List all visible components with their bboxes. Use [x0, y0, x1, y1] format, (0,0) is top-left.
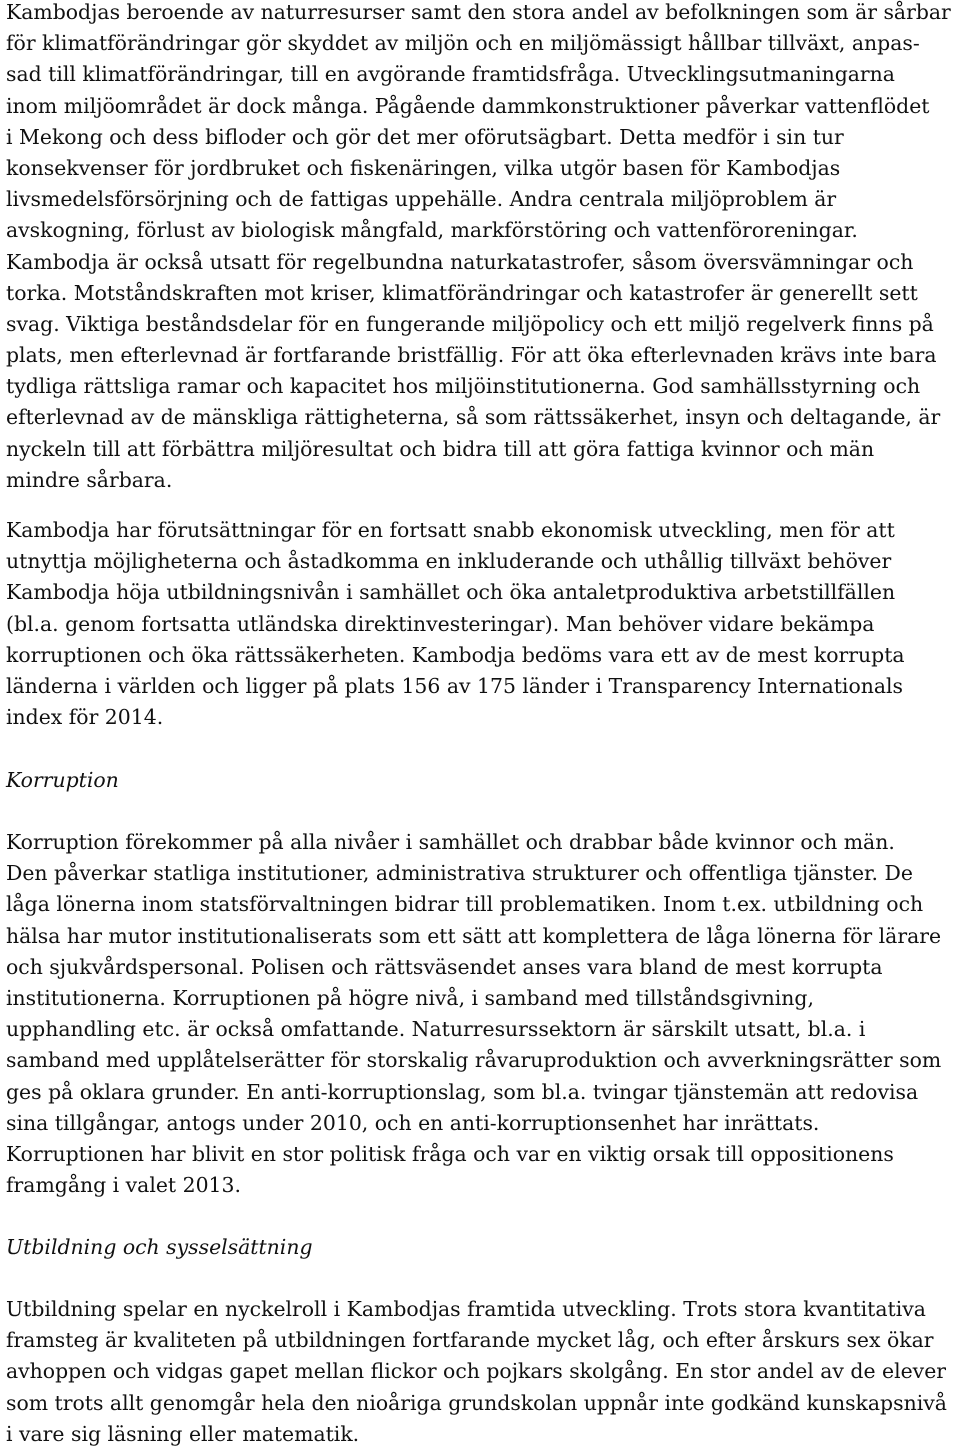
- text-line: samband med upplåtelserätter för storskalig råvaruproduktion och avverkningsrätter som: [6, 1048, 942, 1073]
- text-line: sina tillgångar, antogs under 2010, och en anti-korruptionsenhet har inrättats.: [6, 1110, 820, 1135]
- text-line: Korruptionen har blivit en stor politisk fråga och var en viktig orsak till oppositionens: [6, 1141, 894, 1166]
- text-line: i vare sig läsning eller matematik.: [6, 1421, 360, 1446]
- text-line: upphandling etc. är också omfattande. Naturresurssektorn är särskilt utsatt, bl.a. i: [6, 1017, 866, 1042]
- text-line: Kambodja har förutsättningar för en fortsatt snabb ekonomisk utveckling, men för att: [6, 518, 895, 542]
- text-line: och sjukvårdspersonal. Polisen och rättsväsendet anses vara bland de mest korrupta: [6, 954, 883, 979]
- section-heading-korruption: Korruption: [6, 768, 119, 792]
- text-line: framsteg är kvaliteten på utbildningen fortfarande mycket låg, och efter årskurs sex ökar: [6, 1328, 934, 1353]
- text-line: låga lönerna inom statsförvaltningen bidrar till problematiken. Inom t.ex. utbildning och: [6, 892, 924, 917]
- text-line: Den påverkar statliga institutioner, administrativa strukturer och offentliga tjänster. De: [6, 861, 913, 886]
- text-line: torka. Motståndskraften mot kriser, klimatförändringar och katastrofer är generellt sett: [6, 280, 918, 305]
- section-heading-utbildning: Utbildning och sysselsättning: [6, 1235, 313, 1259]
- text-line: inom miljöområdet är dock många. Pågående dammkonstruktioner påverkar vattenflödet: [6, 93, 930, 118]
- text-line: Kambodja höja utbildningsnivån i samhället och öka antaletproduktiva arbetstillfällen: [6, 580, 896, 605]
- text-line: konsekvenser för jordbruket och fiskenäringen, vilka utgör basen för Kambodjas: [6, 155, 841, 180]
- text-line: länderna i världen och ligger på plats 156 av 175 länder i Transparency Internationals: [6, 673, 903, 698]
- text-line: hälsa har mutor institutionaliserats som ett sätt att komplettera de låga lönerna för lärare: [6, 923, 942, 948]
- text-line: i Mekong och dess bifloder och gör det mer oförutsägbart. Detta medför i sin tur: [6, 124, 844, 149]
- text-line: avhoppen och vidgas gapet mellan flickor och pojkars skolgång. En stor andel av de elever: [6, 1359, 947, 1384]
- text-line: mindre sårbara.: [6, 467, 173, 492]
- paragraph-education: [6, 1294, 947, 1450]
- text-line: ges på oklara grunder. En anti-korruptionslag, som bl.a. tvingar tjänstemän att redovisa: [6, 1079, 919, 1104]
- text-line: institutionerna. Korruptionen på högre nivå, i samband med tillståndsgivning,: [6, 985, 814, 1010]
- paragraph-environment: [6, 0, 951, 496]
- text-line: korruptionen och öka rättssäkerheten. Kambodja bedöms vara ett av de mest korrupta: [6, 642, 905, 667]
- text-line: tydliga rättsliga ramar och kapacitet hos miljöinstitutionerna. God samhällsstyrning och: [6, 374, 921, 399]
- text-line: för klimatförändringar gör skyddet av miljön och en miljömässigt hållbar tillväxt, anpas-: [6, 31, 920, 56]
- text-line: svag. Viktiga beståndsdelar för en fungerande miljöpolicy och ett miljö regelverk finns på: [6, 311, 934, 336]
- paragraph-economy: [6, 515, 905, 733]
- text-line: nyckeln till att förbättra miljöresultat och bidra till att göra fattiga kvinnor och män: [6, 436, 875, 461]
- text-line: index för 2014.: [6, 705, 164, 730]
- text-line: avskogning, förlust av biologisk mångfald, markförstöring och vattenföroreningar.: [6, 218, 858, 243]
- text-line: som trots allt genomgår hela den nioåriga grundskolan uppnår inte godkänd kunskapsnivå: [6, 1390, 947, 1415]
- text-line: utnyttja möjligheterna och åstadkomma en inkluderande och uthållig tillväxt behöver: [6, 549, 892, 574]
- text-line: Kambodja är också utsatt för regelbundna naturkatastrofer, såsom översvämningar och: [6, 249, 914, 274]
- text-line: (bl.a. genom fortsatta utländska direktinvesteringar). Man behöver vidare bekämpa: [6, 611, 875, 636]
- text-line: plats, men efterlevnad är fortfarande bristfällig. För att öka efterlevnaden krävs inte bara: [6, 343, 937, 368]
- text-line: efterlevnad av de mänskliga rättigheterna, så som rättssäkerhet, insyn och deltagande, är: [6, 405, 941, 430]
- text-line: sad till klimatförändringar, till en avgörande framtidsfråga. Utvecklingsutmaningarna: [6, 62, 895, 87]
- text-line: Kambodjas beroende av naturresurser samt den stora andel av befolkningen som är sårbar: [6, 0, 951, 24]
- text-line: framgång i valet 2013.: [6, 1173, 241, 1198]
- text-line: Korruption förekommer på alla nivåer i samhället och drabbar både kvinnor och män.: [6, 830, 895, 854]
- text-line: Utbildning spelar en nyckelroll i Kambodjas framtida utveckling. Trots stora kvantitativa: [6, 1297, 926, 1321]
- paragraph-corruption: [6, 827, 941, 1201]
- text-line: livsmedelsförsörjning och de fattigas uppehälle. Andra centrala miljöproblem är: [6, 187, 837, 212]
